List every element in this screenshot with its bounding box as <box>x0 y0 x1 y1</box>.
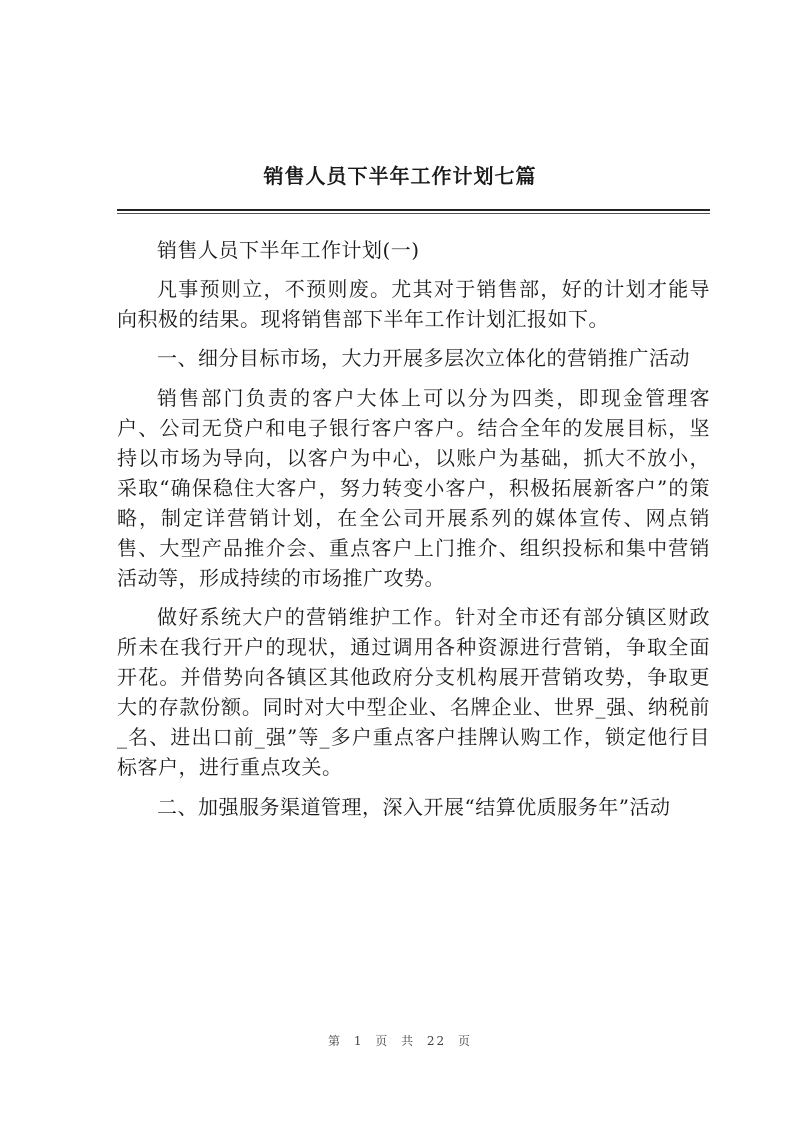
document-body <box>117 230 710 826</box>
subsection-heading: 一、细分目标市场，大力开展多层次立体化的营销推广活动 <box>157 346 690 371</box>
page-footer: 第 1 页 共 22 页 <box>328 1034 472 1048</box>
paragraph: 做好系统大户的营销维护工作。针对全市还有部分镇区财政所未在我行开户的现状，通过调用各种资源进行营销，争取全面开花。并借势向各镇区其他政府分支机构展开营销攻势，争取更大的存款份额。同时对大中型企业、名牌企业、世界_强、纳税前_名、进出口前_强”等_多户重点客户挂牌认购工作，锁定他行目标客户，进行重点攻关。 <box>117 605 710 780</box>
section-heading: 销售人员下半年工作计划(一) <box>157 237 420 262</box>
paragraph: 销售部门负责的客户大体上可以分为四类，即现金管理客户、公司无贷户和电子银行客户客户。结合全年的发展目标，坚持以市场为导向，以客户为中心，以账户为基础，抓大不放小，采取“确保稳住大客户，努力转变小客户，积极拓展新客户”的策略，制定详营销计划，在全公司开展系列的媒体宣传、网点销售、大型产品推介会、重点客户上门推介、组织投标和集中营销活动等，形成持续的市场推广攻势。 <box>117 385 710 590</box>
title-divider-thin <box>117 213 710 214</box>
page-title: 销售人员下半年工作计划七篇 <box>263 164 537 188</box>
subsection-heading: 二、加强服务渠道管理，深入开展“结算优质服务年”活动 <box>157 794 671 819</box>
paragraph: 凡事预则立，不预则废。尤其对于销售部，好的计划才能导向积极的结果。现将销售部下半年工作计划汇报如下。 <box>117 277 710 332</box>
title-divider <box>117 209 710 211</box>
